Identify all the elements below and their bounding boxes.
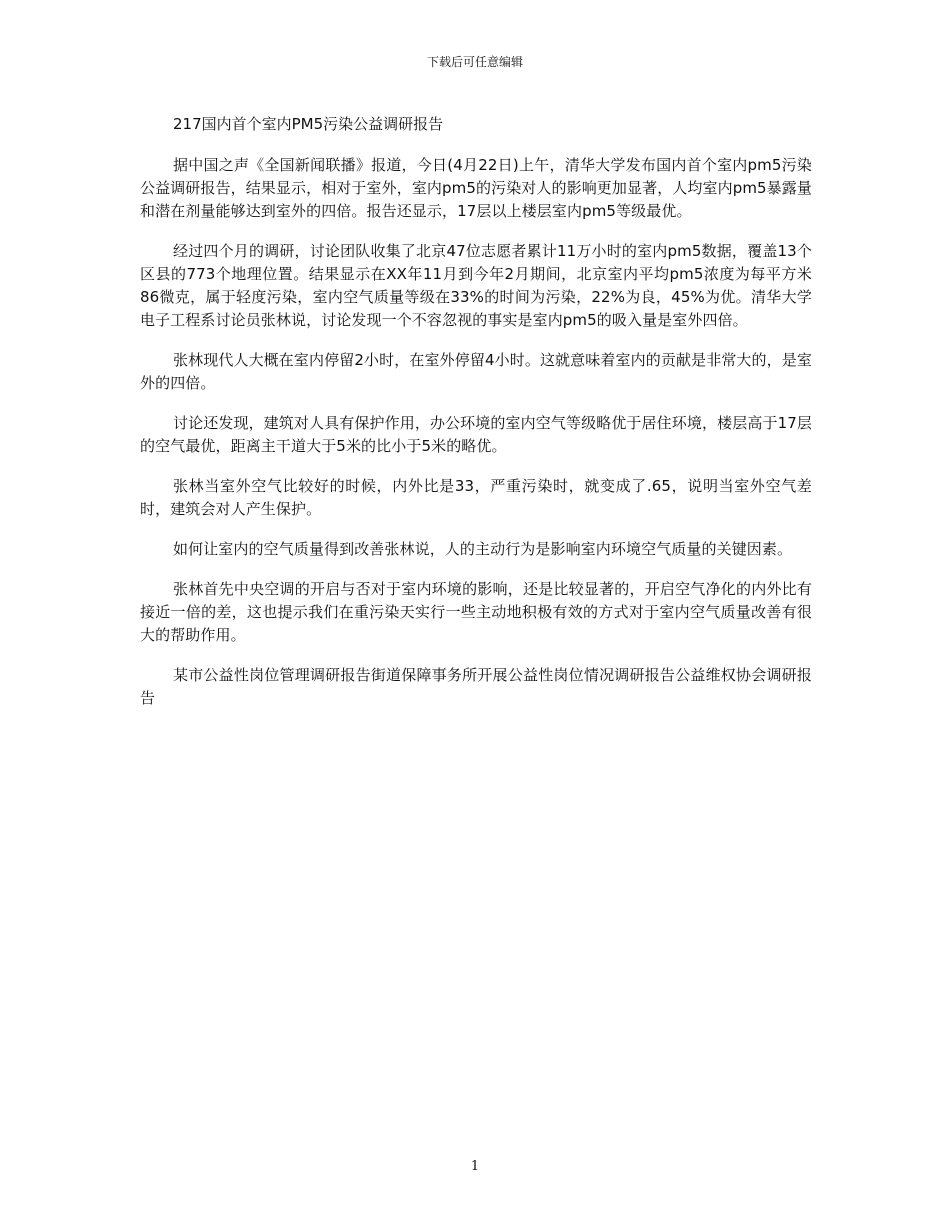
paragraph: 某市公益性岗位管理调研报告街道保障事务所开展公益性岗位情况调研报告公益维权协会调研报告 <box>140 666 812 707</box>
paragraph: 讨论还发现，建筑对人具有保护作用，办公环境的室内空气等级略优于居住环境，楼层高于17层的空气最优，距离主干道大于5米的比小于5米的略优。 <box>140 414 812 455</box>
page-number: 1 <box>470 1159 480 1174</box>
paragraph: 据中国之声《全国新闻联播》报道，今日(4月22日)上午，清华大学发布国内首个室内pm5污染公益调研报告，结果显示，相对于室外，室内pm5的污染对人的影响更加显著，人均室内pm5暴露量和潜在剂量能够达到室外的四倍。报告还显示，17层以上楼层室内pm5等级最优。 <box>140 156 812 220</box>
document-body <box>140 112 812 727</box>
paragraph: 如何让室内的空气质量得到改善张林说，人的主动行为是影响室内环境空气质量的关键因素。 <box>173 540 793 558</box>
document-title: 217国内首个室内PM5污染公益调研报告 <box>173 115 444 133</box>
paragraph: 张林当室外空气比较好的时候，内外比是33，严重污染时，就变成了.65，说明当室外空气差时，建筑会对人产生保护。 <box>140 477 812 518</box>
paragraph: 经过四个月的调研，讨论团队收集了北京47位志愿者累计11万小时的室内pm5数据，覆盖13个区县的773个地理位置。结果显示在XX年11月到今年2月期间，北京室内平均pm5浓度为每平方米86微克，属于轻度污染，室内空气质量等级在33%的时间为污染，22%为良，45%为优。清华大学电子工程系讨论员张林说，讨论发现一个不容忽视的事实是室内pm5的吸入量是室外四倍。 <box>140 242 812 329</box>
page-header: 下载后可任意编辑 <box>426 55 523 69</box>
paragraph: 张林首先中央空调的开启与否对于室内环境的影响，还是比较显著的，开启空气净化的内外比有接近一倍的差，这也提示我们在重污染天实行一些主动地积极有效的方式对于室内空气质量改善有很大的帮助作用。 <box>140 580 812 644</box>
paragraph: 张林现代人大概在室内停留2小时，在室外停留4小时。这就意味着室内的贡献是非常大的，是室外的四倍。 <box>140 351 812 392</box>
